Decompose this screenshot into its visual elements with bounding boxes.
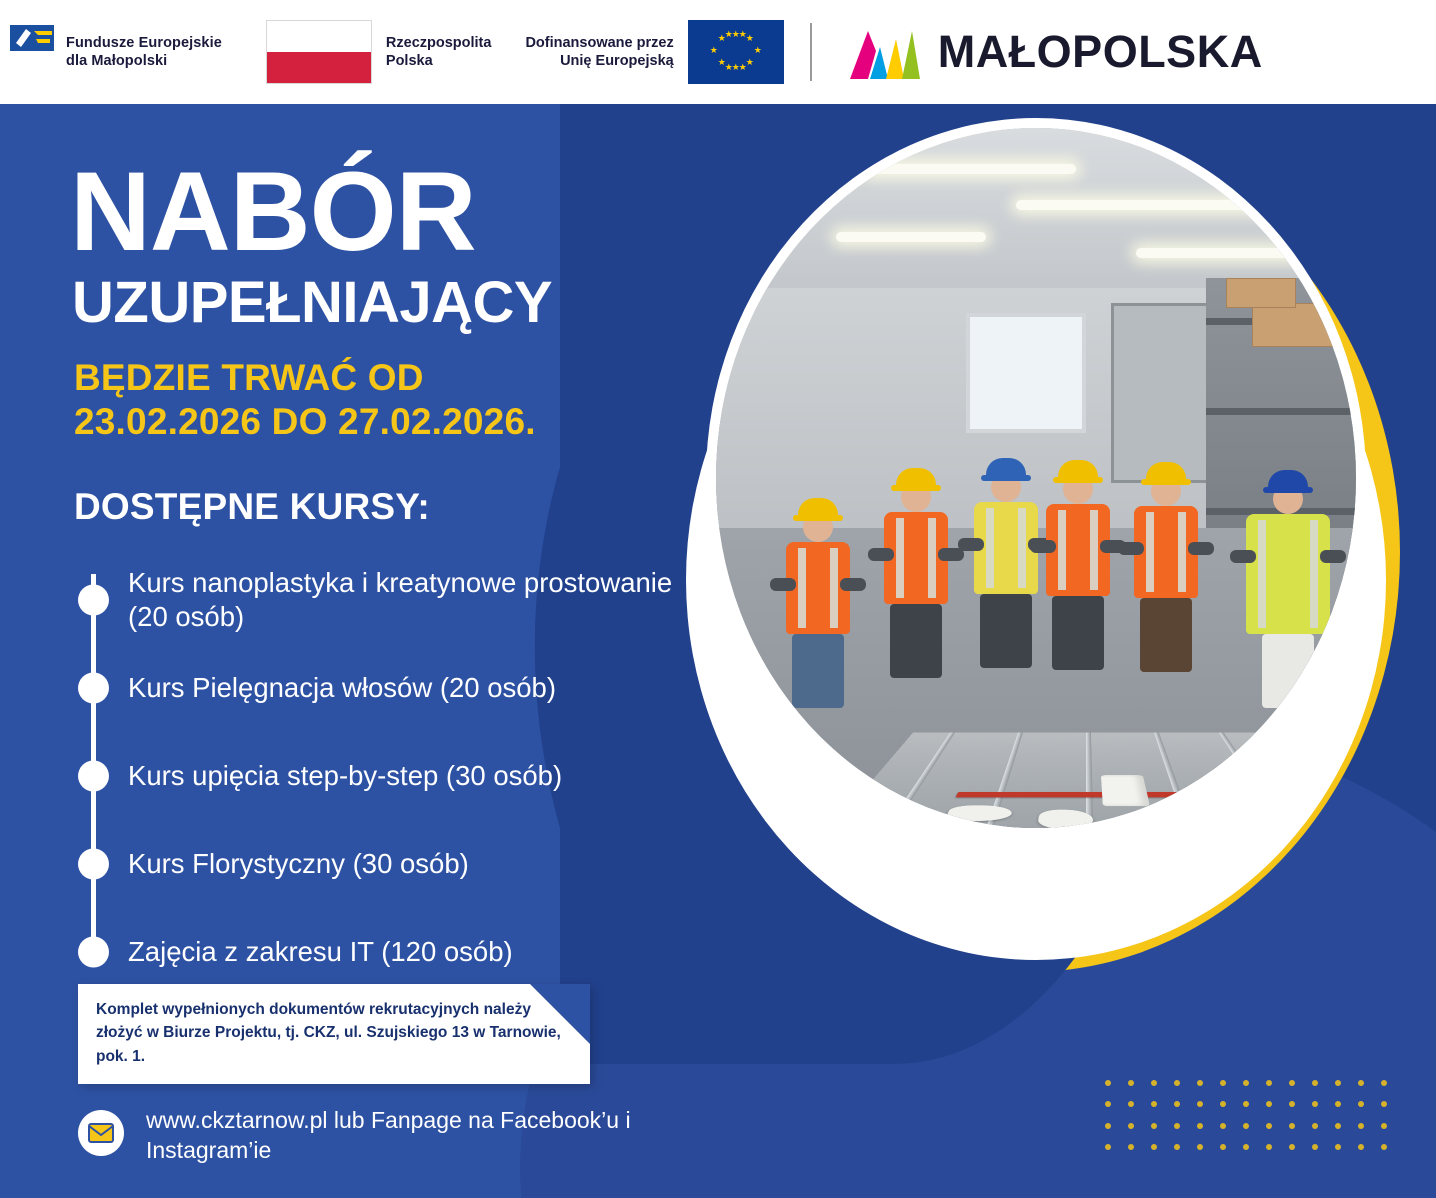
- courses-heading: DOSTĘPNE KURSY:: [74, 486, 430, 527]
- bullet-dot-icon: [78, 673, 109, 704]
- poster-content: [0, 104, 760, 1198]
- contact-footer: [78, 1106, 646, 1166]
- polish-flag-icon: [266, 20, 372, 84]
- recruitment-dates-line1: BĘDZIE TRWAĆ OD: [74, 357, 424, 398]
- logo-european-union: [525, 0, 783, 104]
- contact-text: www.ckztarnow.pl lub Fanpage na Facebook’u i Instagram’ie: [146, 1107, 631, 1163]
- recruitment-dates: [74, 356, 536, 443]
- logo-republic-text: [386, 34, 492, 70]
- malopolska-wordmark: MAŁOPOLSKA: [937, 26, 1263, 77]
- course-label: Kurs upięcia step-by-step (30 osób): [128, 760, 563, 792]
- logo-divider: [810, 23, 812, 81]
- photo-worker: [1246, 470, 1330, 708]
- logo-eu-text: [525, 34, 673, 70]
- list-item: [74, 556, 694, 644]
- photo-students-workshop: [716, 128, 1356, 828]
- page-subtitle: UZUPEŁNIAJĄCY: [72, 270, 553, 335]
- documents-note-card: [78, 984, 590, 1084]
- logo-republic-of-poland: [266, 0, 492, 104]
- photo-worker: [786, 498, 850, 708]
- course-label: Kurs Florystyczny (30 osób): [128, 848, 469, 880]
- bullet-dot-icon: [78, 761, 109, 792]
- photo-ceiling: [716, 128, 1356, 298]
- bullet-dot-icon: [78, 849, 109, 880]
- logo-malopolska: [846, 0, 1263, 104]
- logo-eu-funds: [0, 0, 222, 104]
- photo-window: [966, 313, 1086, 433]
- logo-republic-line1: Rzeczpospolita: [385, 34, 492, 51]
- logo-eu-line1: Dofinansowane przez: [525, 34, 674, 51]
- photo-worker: [1134, 462, 1198, 672]
- documents-note-text: Komplet wypełnionych dokumentów rekrutacyjnych należy złożyć w Biurze Projektu, tj. CKZ, ul. Szujskiego 13 w Tarnowie, pok. 1.: [96, 1001, 561, 1065]
- course-label: Zajęcia z zakresu IT (120 osób): [128, 936, 513, 968]
- bullet-dot-icon: [78, 585, 109, 616]
- decorative-dot-grid: [1096, 1072, 1396, 1158]
- list-item: [74, 908, 694, 996]
- envelope-icon: [78, 1110, 124, 1156]
- bullet-dot-icon: [78, 937, 109, 968]
- list-item: [74, 732, 694, 820]
- malopolska-logo-icon: [846, 21, 922, 83]
- eu-flag-icon: ★ ★ ★ ★ ★ ★ ★ ★ ★ ★ ★ ★: [688, 20, 784, 84]
- logo-eu-funds-line2: dla Małopolski: [66, 53, 168, 69]
- photo-doorway: [1111, 303, 1221, 483]
- photo-worker: [974, 458, 1038, 668]
- list-item: [74, 644, 694, 732]
- photo-worker: [884, 468, 948, 678]
- recruitment-dates-line2: 23.02.2026 DO 27.02.2026.: [74, 400, 536, 442]
- logo-eu-funds-line1: Fundusze Europejskie: [66, 34, 222, 51]
- logo-republic-line2: Polska: [385, 53, 433, 69]
- eu-funds-flag-icon: [8, 21, 56, 83]
- course-label: Kurs nanoplastyka i kreatynowe prostowanie (20 osób): [128, 567, 673, 632]
- page-title: NABÓR: [70, 149, 476, 274]
- courses-list: [74, 556, 694, 996]
- logo-eu-funds-text: [66, 34, 222, 70]
- list-item: [74, 820, 694, 908]
- photo-worker: [1046, 460, 1110, 670]
- logo-eu-line2: Unię Europejską: [560, 53, 674, 69]
- course-label: Kurs Pielęgnacja włosów (20 osób): [128, 672, 556, 704]
- funding-logo-bar: [0, 0, 1436, 104]
